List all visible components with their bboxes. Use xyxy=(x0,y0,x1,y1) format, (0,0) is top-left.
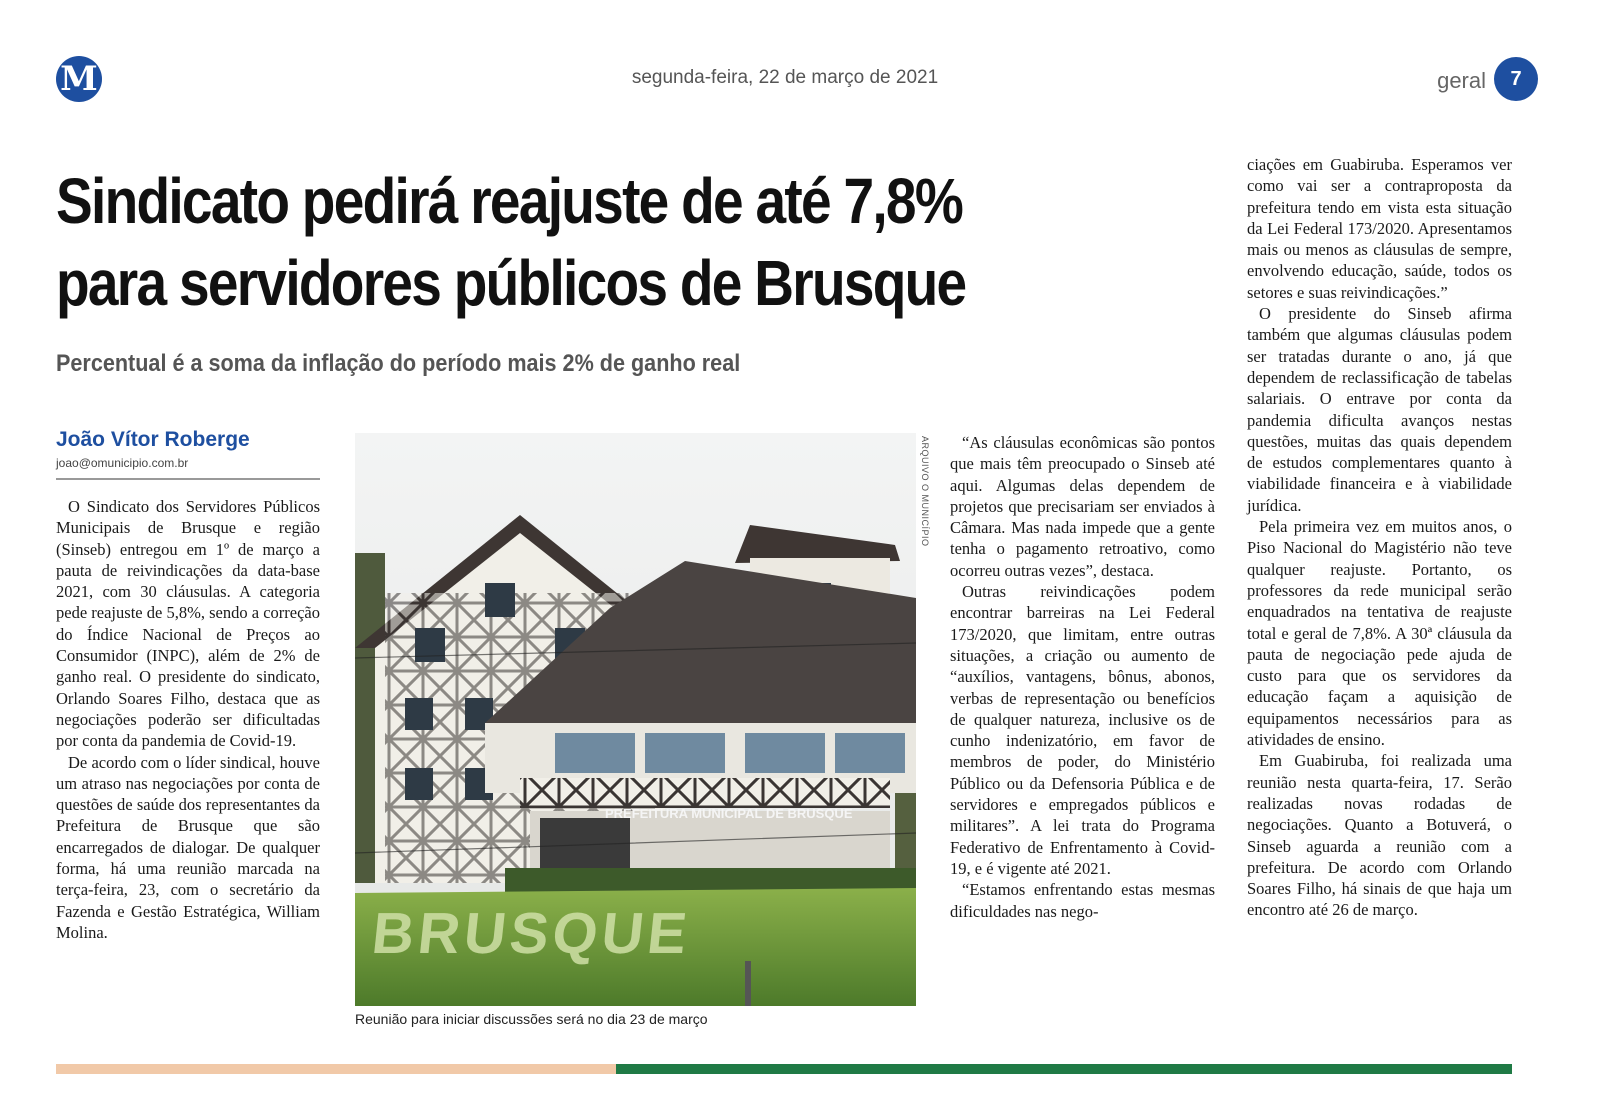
paragraph: O Sindicato dos Servidores Públicos Municipais de Brusque e região (Sinseb) entregou em 1º de março a pauta de reivindicações da data-base 2021, com 30 cláusulas. A categoria pede reajuste de 5,8%, sendo a correção do Índice Nacional de Preços ao Consumidor (INPC), além de 2% de ganho real. O presidente do sindicato, Orlando Soares Filho, destaca que as negociações poderão ser dificultadas por conta da pandemia de Covid-19. xyxy=(56,497,320,751)
paragraph: O presidente do Sinseb afirma também que algumas cláusulas podem ser tratadas durante o ano, já que dependem de reclassificação de tabelas salariais. O entrave por conta da pandemia dificulta avanços nestas questões, muitas das quais dependem de estudos complementares quanto à viabilidade financeira e à viabilidade jurídica. xyxy=(1247,304,1512,515)
paragraph: De acordo com o líder sindical, houve um atraso nas negociações por conta de questões de saúde dos representantes da Prefeitura de Brusque que são encarregados de dialogar. De qualquer forma, há uma reunião marcada na terça-feira, 23, com o secretário da Fazenda e Gestão Estratégica, William Molina. xyxy=(56,752,320,942)
section-name: geral xyxy=(1437,68,1486,93)
photo-caption: Reunião para iniciar discussões será no dia 23 de março xyxy=(355,1011,708,1027)
headline-line-2: para servidores públicos de Brusque xyxy=(56,247,966,319)
paragraph: Pela primeira vez em muitos anos, o Piso Nacional do Magistério não teve qualquer reajuste. Portanto, os professores da rede municipal serão enquadrados na tentativa de reajuste total e geral de 7,8%. A 30ª cláusula da pauta de negociação pede ajuda de custo para que os servidores da educação façam a aquisição de equipamentos necessários para as atividades de ensino. xyxy=(1247,517,1512,750)
advertisement-strip-right xyxy=(616,1064,1512,1074)
byline-divider xyxy=(56,478,320,480)
paragraph: “Estamos enfrentando estas mesmas dificuldades nas nego- xyxy=(950,880,1215,921)
paragraph: ciações em Guabiruba. Esperamos ver como vai ser a contraproposta da prefeitura tendo em vista esta situação da Lei Federal 173/2020. Apresentamos mais ou menos as cláusulas de sempre, envolvendo educação, saúde, todos os setores e suas reivindicações.” xyxy=(1247,155,1512,302)
advertisement-strip-left xyxy=(56,1064,616,1074)
city-hall-photo xyxy=(355,433,916,1006)
paragraph: “As cláusulas econômicas são pontos que mais têm preocupado o Sinseb até aqui. Algumas delas dependem de projetos que precisariam ser enviados à Câmara. Mas nada impede que a gente tenha o pagamento retroativo, como ocorreu outras vezes”, destaca. xyxy=(950,433,1215,580)
newspaper-logo: M xyxy=(56,56,102,102)
lawn-lettering: BRUSQUE xyxy=(368,901,694,966)
paragraph: Em Guabiruba, foi realizada uma reunião nesta quarta-feira, 17. Serão realizadas novas rodadas de negociações. Quanto a Botuverá, o Sinseb aguarda a reunião com a prefeitura. De acordo com Orlando Soares Filho, há sinais de que haja um encontro até 26 de março. xyxy=(1247,751,1512,920)
author-name: João Vítor Roberge xyxy=(56,428,250,451)
headline-line-1: Sindicato pedirá reajuste de até 7,8% xyxy=(56,165,963,237)
issue-date: segunda-feira, 22 de março de 2021 xyxy=(631,67,939,88)
paragraph: Outras reivindicações podem encontrar barreiras na Lei Federal 173/2020, que limitam, entre outras situações, a criação ou aumento de “auxílios, vantagens, bônus, abonos, verbas de representação ou benefícios de qualquer natureza, inclusive os de cunho indenizatório, em favor de membros de poder, do Ministério Público ou da Defensoria Pública e de servidores e empregados públicos e militares”. A lei trata do Programa Federativo de Enfrentamento à Covid-19, e é vigente até 2021. xyxy=(950,582,1215,878)
headline xyxy=(56,160,1208,324)
article-column-1 xyxy=(56,496,320,943)
author-email: joao@omunicipio.com.br xyxy=(56,456,189,470)
building-sign: PREFEITURA MUNICIPAL DE BRUSQUE xyxy=(605,806,853,821)
page-number: 7 xyxy=(1494,57,1538,101)
article-column-4 xyxy=(1247,154,1512,921)
article-column-3 xyxy=(950,432,1215,922)
subheadline: Percentual é a soma da inflação do período mais 2% de ganho real xyxy=(56,350,741,377)
photo-credit: ARQUIVO O MUNICÍPIO xyxy=(920,436,930,547)
